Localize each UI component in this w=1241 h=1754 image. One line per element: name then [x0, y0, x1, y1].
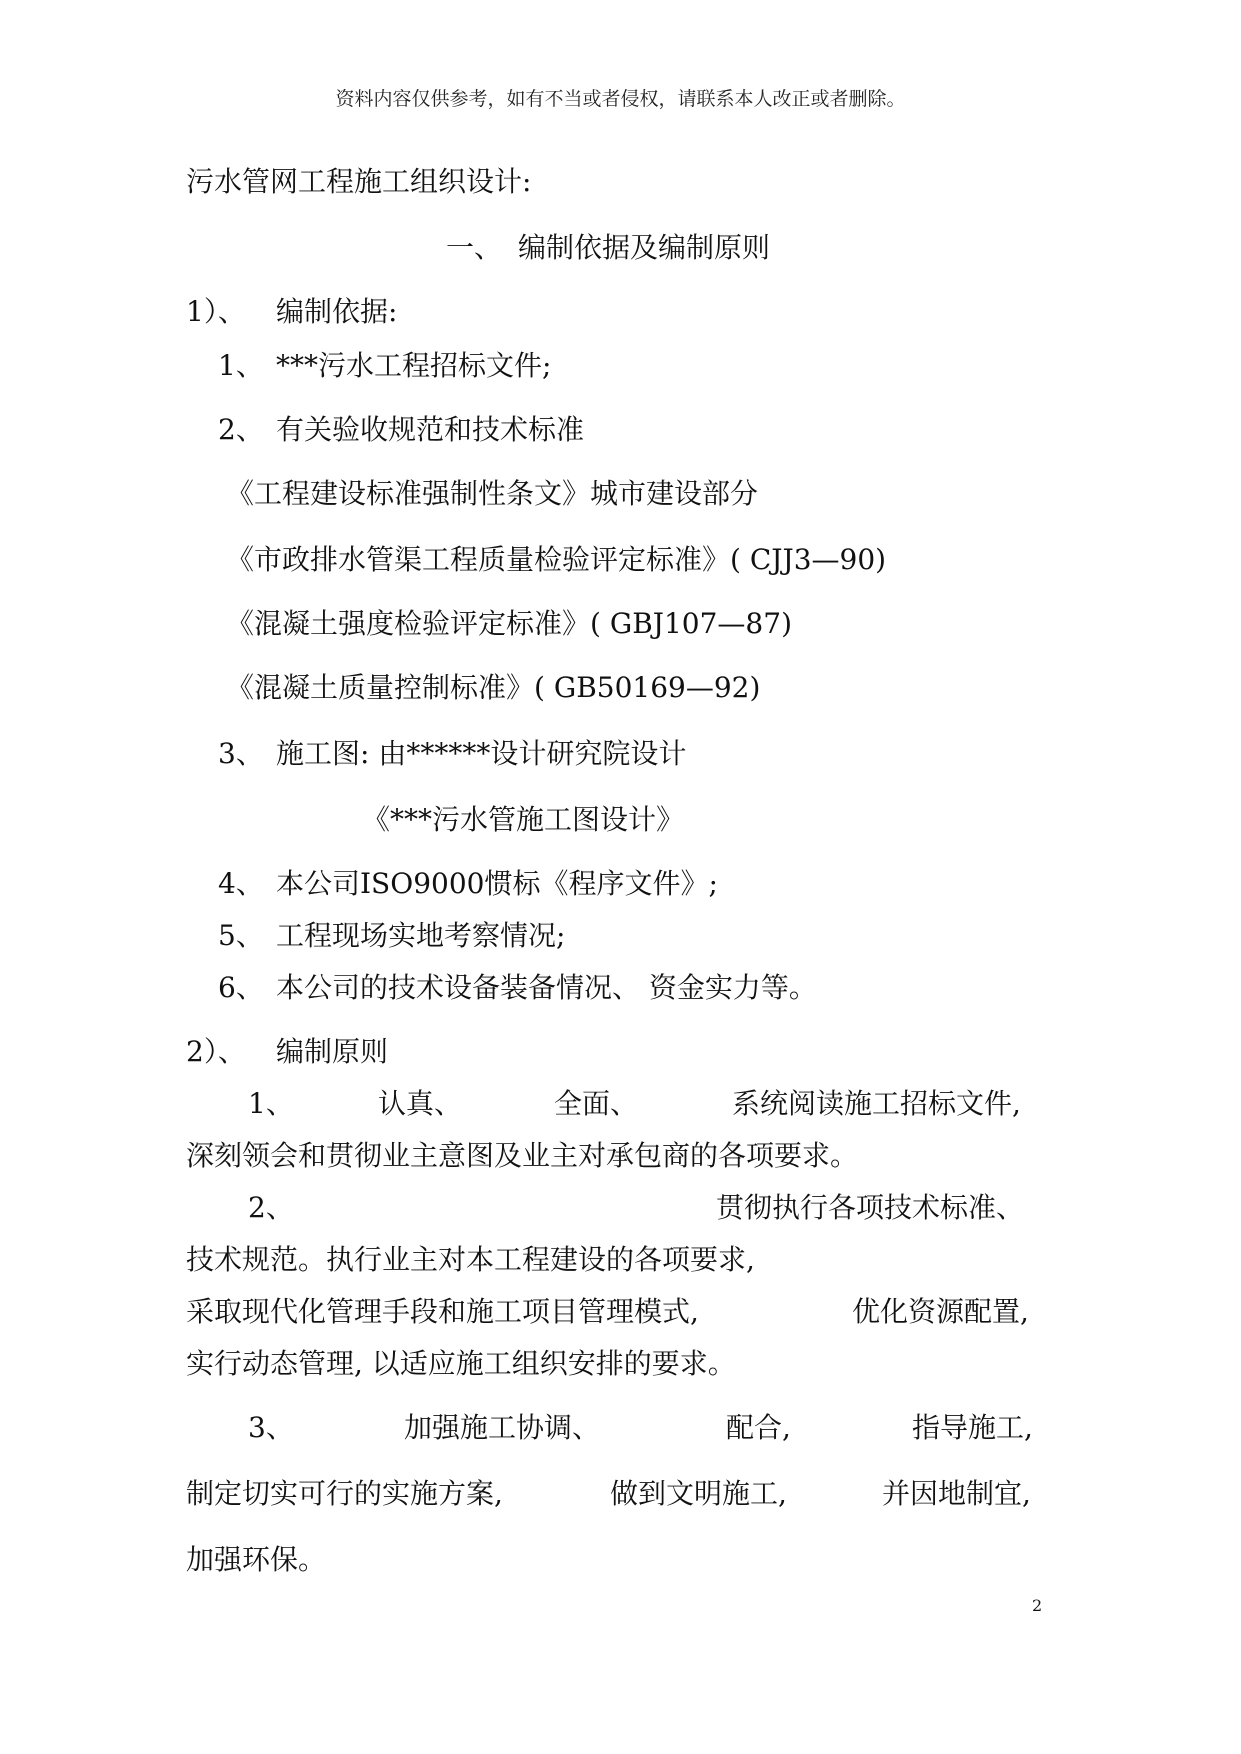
standard-item: 《市政排水管渠工程质量检验评定标准》( CJJ3—90): [226, 543, 887, 576]
paragraph-segment: 做到文明施工,: [610, 1477, 787, 1510]
list-item: 施工图: 由******设计研究院设计: [276, 737, 687, 770]
paragraph-segment: 并因地制宜,: [882, 1477, 1031, 1510]
list-item: 有关验收规范和技术标准: [276, 413, 585, 446]
section-heading-number: 一、: [446, 231, 503, 264]
list-item-number: 1、: [218, 349, 264, 382]
principles-heading: 编制原则: [276, 1035, 389, 1068]
page-number: 2: [1032, 1596, 1043, 1615]
paragraph-line: 加强环保。: [186, 1543, 327, 1576]
standard-item: 《混凝土强度检验评定标准》( GBJ107—87): [226, 607, 792, 640]
list-item-number: 3、: [218, 737, 264, 770]
drawing-title: 《***污水管施工图设计》: [362, 803, 685, 836]
paragraph-segment: 优化资源配置,: [852, 1295, 1029, 1328]
paragraph-number: 3、: [248, 1411, 294, 1444]
paragraph-segment: 认真、: [378, 1087, 463, 1120]
list-item: ***污水工程招标文件;: [276, 349, 552, 382]
paragraph-segment: 采取现代化管理手段和施工项目管理模式,: [186, 1295, 699, 1328]
standard-item: 《混凝土质量控制标准》( GB50169—92): [226, 671, 761, 704]
paragraph-segment: 系统阅读施工招标文件,: [732, 1087, 1021, 1120]
basis-number: 1）、: [186, 295, 246, 328]
paragraph-number: 2、: [248, 1191, 294, 1224]
list-item-number: 6、: [218, 971, 264, 1004]
paragraph-line: 技术规范。执行业主对本工程建设的各项要求,: [186, 1243, 755, 1276]
paragraph-segment: 制定切实可行的实施方案,: [186, 1477, 503, 1510]
list-item: 本公司ISO9000惯标《程序文件》;: [276, 867, 718, 900]
paragraph-line: 实行动态管理, 以适应施工组织安排的要求。: [186, 1347, 736, 1380]
paragraph-line: 深刻领会和贯彻业主意图及业主对承包商的各项要求。: [186, 1139, 859, 1172]
paragraph-segment: 全面、: [554, 1087, 639, 1120]
list-item-number: 4、: [218, 867, 264, 900]
list-item: 本公司的技术设备装备情况、 资金实力等。: [276, 971, 817, 1004]
disclaimer: 资料内容仅供参考，如有不当或者侵权，请联系本人改正或者删除。: [335, 88, 906, 110]
list-item: 工程现场实地考察情况;: [276, 919, 566, 952]
document-title: 污水管网工程施工组织设计:: [186, 165, 532, 198]
paragraph-number: 1、: [248, 1087, 294, 1120]
paragraph-segment: 加强施工协调、: [404, 1411, 601, 1444]
section-heading: 编制依据及编制原则: [518, 231, 771, 264]
list-item-number: 5、: [218, 919, 264, 952]
paragraph-segment: 指导施工,: [912, 1411, 1033, 1444]
basis-heading: 编制依据:: [276, 295, 398, 328]
list-item-number: 2、: [218, 413, 264, 446]
principles-number: 2）、: [186, 1035, 246, 1068]
paragraph-segment: 配合,: [726, 1411, 791, 1444]
standard-item: 《工程建设标准强制性条文》城市建设部分: [226, 477, 759, 510]
paragraph-segment: 贯彻执行各项技术标准、: [716, 1191, 1025, 1224]
